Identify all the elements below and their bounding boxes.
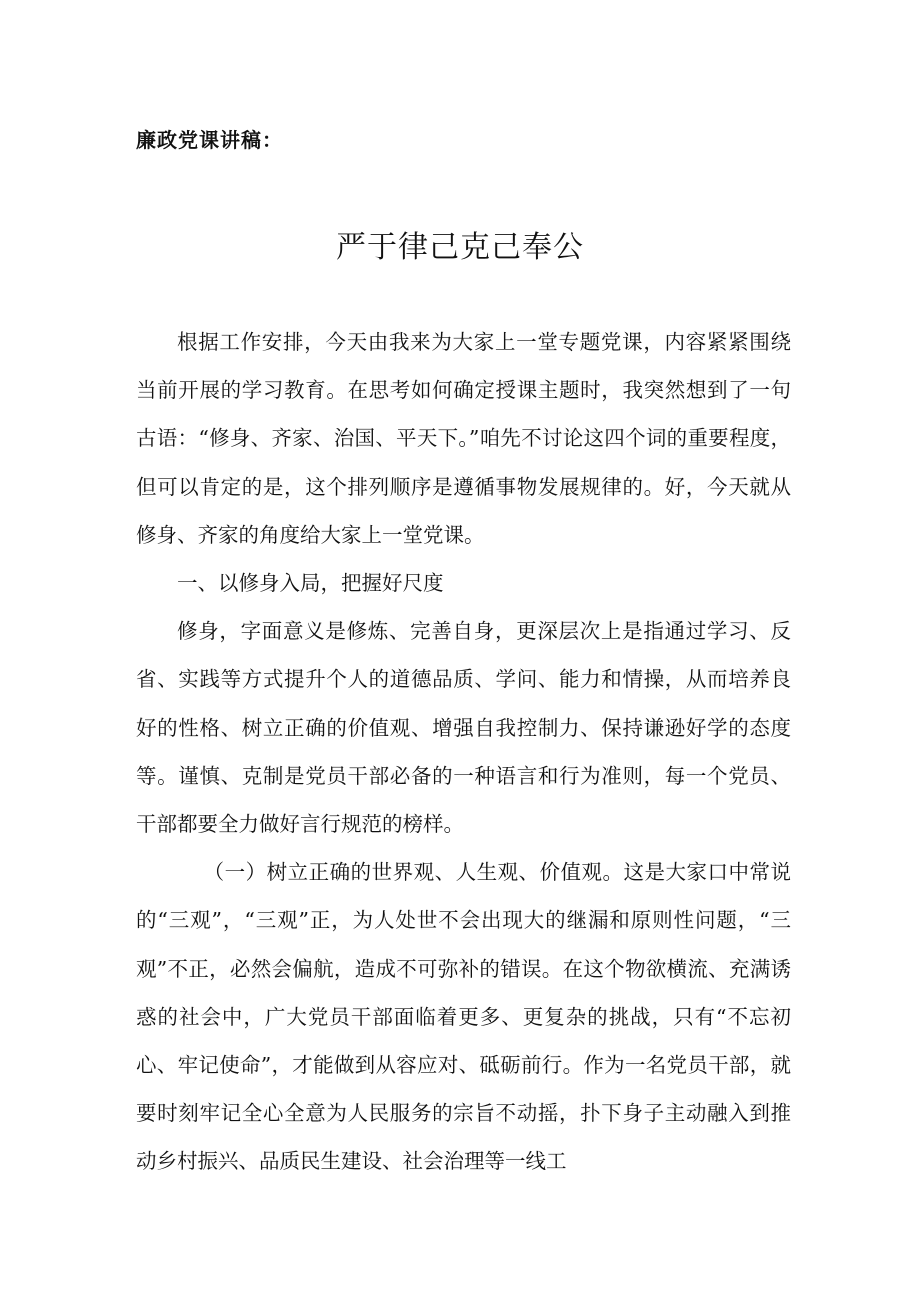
paragraph-intro: 根据工作安排，今天由我来为大家上一堂专题党课，内容紧紧围绕当前开展的学习教育。在思考如何确定授课主题时，我突然想到了一句古语：“修身、齐家、治国、平天下。”咱先不讨论这四个词的重要程度，但可以肯定的是，这个排列顺序是遵循事物发展规律的。好，今天就从修身、齐家的角度给大家上一堂党课。 [136,330,791,547]
section-heading-1: 一、以修身入局，把握好尺度 [177,571,444,596]
paragraph-three-views: （一）树立正确的世界观、人生观、价值观。这是大家口中常说的“三观”，“三观”正，为人处世不会出现大的继漏和原则性问题，“三观”不正，必然会偏航，造成不可弥补的错误。在这个物欲横流、充满诱惑的社会中，广大党员干部面临着更多、更复杂的挑战，只有“不忘初心、牢记使命”，才能做到从容应对、砥砺前行。作为一名党员干部，就要时刻牢记全心全意为人民服务的宗旨不动摇，扑下身子主动融入到推动乡村振兴、品质民生建设、社会治理等一线工 [136,860,791,1174]
document-title: 严于律己克己奉公 [336,230,584,265]
document-body [136,318,791,1186]
document-label: 廉政党课讲稿： [136,128,283,152]
paragraph-self-cultivation: 修身，字面意义是修炼、完善自身，更深层次上是指通过学习、反省、实践等方式提升个人的道德品质、学问、能力和情操，从而培养良好的性格、树立正确的价值观、增强自我控制力、保持谦逊好学的态度等。谨慎、克制是党员干部必备的一种语言和行为准则，每一个党员、干部都要全力做好言行规范的榜样。 [136,619,791,837]
